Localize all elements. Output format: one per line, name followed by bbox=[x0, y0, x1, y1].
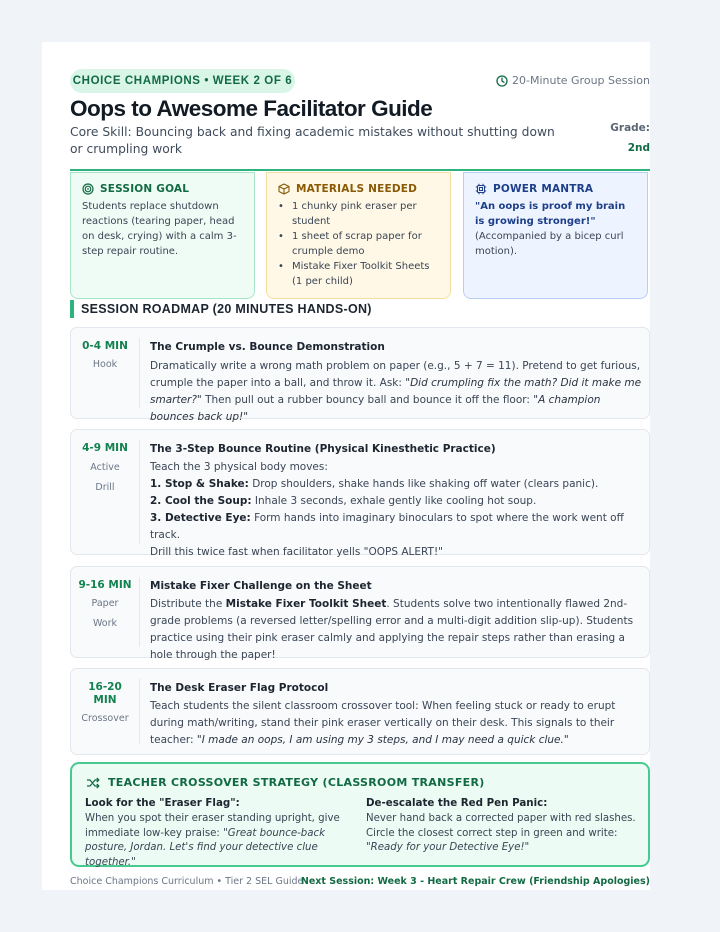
strategy-column-right bbox=[366, 796, 636, 856]
move-label: 2. Cool the Soup: bbox=[150, 495, 252, 507]
step-divider bbox=[139, 577, 140, 647]
mantra-quote: "An oops is proof my brain is growing stronger!" bbox=[475, 201, 626, 227]
roadmap-step bbox=[70, 327, 650, 423]
session-type bbox=[496, 74, 650, 87]
step-title: The 3-Step Bounce Routine (Physical Kinesthetic Practice) bbox=[150, 443, 496, 455]
step-body bbox=[150, 358, 642, 426]
session-goal-box bbox=[70, 172, 255, 299]
strategy-right-heading: De-escalate the Red Pen Panic: bbox=[366, 797, 548, 809]
grade-label: Grade: bbox=[610, 122, 650, 134]
list-item bbox=[150, 510, 642, 544]
step-outro: Drill this twice fast when facilitator yells "OOPS ALERT!" bbox=[150, 546, 443, 558]
step-phase: Hook bbox=[92, 359, 118, 370]
step-time: 4-9 MIN bbox=[82, 442, 128, 454]
move-text: Form hands into imaginary binoculars to spot where the work went off track. bbox=[150, 512, 624, 541]
session-type-label: 20-Minute Group Session bbox=[512, 74, 650, 87]
guide-page bbox=[42, 42, 650, 890]
strategy-column-left bbox=[85, 796, 355, 870]
teacher-strategy-title: TEACHER CROSSOVER STRATEGY (CLASSROOM TRANSFER) bbox=[108, 776, 485, 789]
list-item bbox=[150, 476, 642, 493]
strategy-right-body bbox=[366, 812, 636, 856]
roadmap-step bbox=[70, 429, 650, 558]
step-divider bbox=[139, 440, 140, 544]
step-divider bbox=[139, 679, 140, 744]
step-body bbox=[150, 596, 642, 664]
core-skill: Core Skill: Bouncing back and fixing academic mistakes without shutting down or crumpling work bbox=[70, 125, 555, 156]
step-quote: "I made an oops, I am using my 3 steps, and I may need a quick clue." bbox=[196, 734, 569, 746]
step-phase: Drill bbox=[95, 482, 115, 493]
page-title: Oops to Awesome Facilitator Guide bbox=[70, 96, 433, 121]
list-item: • 1 chunky pink eraser per student bbox=[278, 199, 440, 229]
move-label: 3. Detective Eye: bbox=[150, 512, 251, 524]
power-mantra-heading bbox=[475, 183, 637, 195]
move-text: Drop shoulders, shake hands like shaking off water (clears panic). bbox=[248, 478, 599, 490]
materials-title: MATERIALS NEEDED bbox=[296, 183, 418, 195]
list-item: • 1 sheet of scrap paper for crumple demo bbox=[278, 229, 440, 259]
step-title: The Crumple vs. Bounce Demonstration bbox=[150, 341, 385, 353]
header-divider bbox=[70, 169, 650, 171]
step-time bbox=[71, 681, 139, 707]
list-item: • Mistake Fixer Toolkit Sheets (1 per child) bbox=[278, 259, 440, 289]
session-goal-heading bbox=[82, 183, 244, 195]
list-item bbox=[150, 493, 642, 510]
series-badge: CHOICE CHAMPIONS • WEEK 2 OF 6 bbox=[70, 69, 295, 93]
step-bold: Mistake Fixer Toolkit Sheet bbox=[225, 598, 387, 610]
move-label: 1. Stop & Shake: bbox=[150, 478, 249, 490]
strategy-left-body bbox=[85, 812, 355, 870]
step-phase: Paper bbox=[91, 598, 119, 609]
clock-icon bbox=[496, 75, 508, 87]
step-time-unit: MIN bbox=[93, 694, 117, 706]
strategy-left-heading: Look for the "Eraser Flag": bbox=[85, 797, 240, 809]
box-icon bbox=[278, 183, 290, 195]
power-mantra-title: POWER MANTRA bbox=[493, 183, 594, 195]
power-mantra-text bbox=[475, 199, 637, 259]
step-intro: Teach the 3 physical body moves: bbox=[150, 461, 328, 473]
step-body bbox=[150, 459, 642, 561]
step-text: Dramatically write a wrong math problem on paper (e.g., 5 + 7 = 11). Pretend to get furious, crumple the paper into a ball, and throw it. Ask: bbox=[150, 360, 641, 389]
step-quote: "A champion bounces back up!" bbox=[150, 394, 601, 423]
strategy-quote: "Great bounce-back posture, Jordan. Let's find your detective clue together." bbox=[85, 827, 325, 868]
step-phase: Crossover bbox=[81, 713, 129, 724]
step-body bbox=[150, 698, 642, 749]
step-text: Then pull out a rubber bouncy ball and bounce it off the floor: bbox=[201, 394, 534, 406]
step-time-value: 16-20 bbox=[88, 681, 122, 693]
step-title: The Desk Eraser Flag Protocol bbox=[150, 682, 329, 694]
footer-left: Choice Champions Curriculum • Tier 2 SEL Guide bbox=[70, 876, 304, 887]
session-goal-text: Students replace shutdown reactions (tearing paper, head on desk, crying) with a calm 3-step repair routine. bbox=[82, 201, 237, 257]
grade-value: 2nd bbox=[627, 142, 650, 154]
footer-right: Next Session: Week 3 - Heart Repair Crew (Friendship Apologies) bbox=[300, 876, 650, 887]
step-text: Teach students the silent classroom crossover tool: When feeling stuck or ready to erupt during math/writing, stand their pink eraser vertically on their desk. This signals to their teacher: bbox=[150, 700, 616, 746]
step-phase: Work bbox=[92, 618, 118, 629]
materials-box bbox=[266, 172, 451, 299]
materials-heading bbox=[278, 183, 440, 195]
chip-icon bbox=[475, 183, 487, 195]
roadmap-heading: SESSION ROADMAP (20 MINUTES HANDS-ON) bbox=[70, 300, 372, 318]
mantra-note: (Accompanied by a bicep curl motion). bbox=[475, 231, 624, 257]
step-quote: "Did crumpling fix the math? Did it make me smarter?" bbox=[150, 377, 642, 406]
roadmap-step bbox=[70, 668, 650, 755]
step-time: 0-4 MIN bbox=[82, 340, 128, 352]
roadmap-step bbox=[70, 566, 650, 661]
materials-list bbox=[278, 199, 440, 289]
shuffle-icon bbox=[86, 777, 100, 789]
teacher-strategy-heading bbox=[86, 776, 485, 789]
step-phase: Active bbox=[90, 462, 120, 473]
step-time: 9-16 MIN bbox=[78, 579, 132, 591]
target-icon bbox=[82, 183, 94, 195]
strategy-text: Never hand back a corrected paper with red slashes. Circle the closest correct step in green and write: bbox=[366, 813, 636, 839]
step-title: Mistake Fixer Challenge on the Sheet bbox=[150, 580, 372, 592]
session-goal-title: SESSION GOAL bbox=[100, 183, 190, 195]
step-divider bbox=[139, 338, 140, 408]
move-text: Inhale 3 seconds, exhale gently like cooling hot soup. bbox=[251, 495, 537, 507]
power-mantra-box bbox=[463, 172, 648, 299]
teacher-strategy-box bbox=[70, 762, 650, 867]
strategy-quote: "Ready for your Detective Eye!" bbox=[366, 842, 530, 853]
step-text: Distribute the bbox=[150, 598, 226, 610]
strategy-text: When you spot their eraser standing upright, give immediate low-key praise: bbox=[85, 813, 340, 839]
step-text: . Students solve two intentionally flawed 2nd-grade problems (a reversed letter/spelling error and a multi-digit addition slip-up). Students practice using their pink eraser calmly and applying the repair steps rather than erasing a hole through the paper! bbox=[150, 598, 634, 661]
